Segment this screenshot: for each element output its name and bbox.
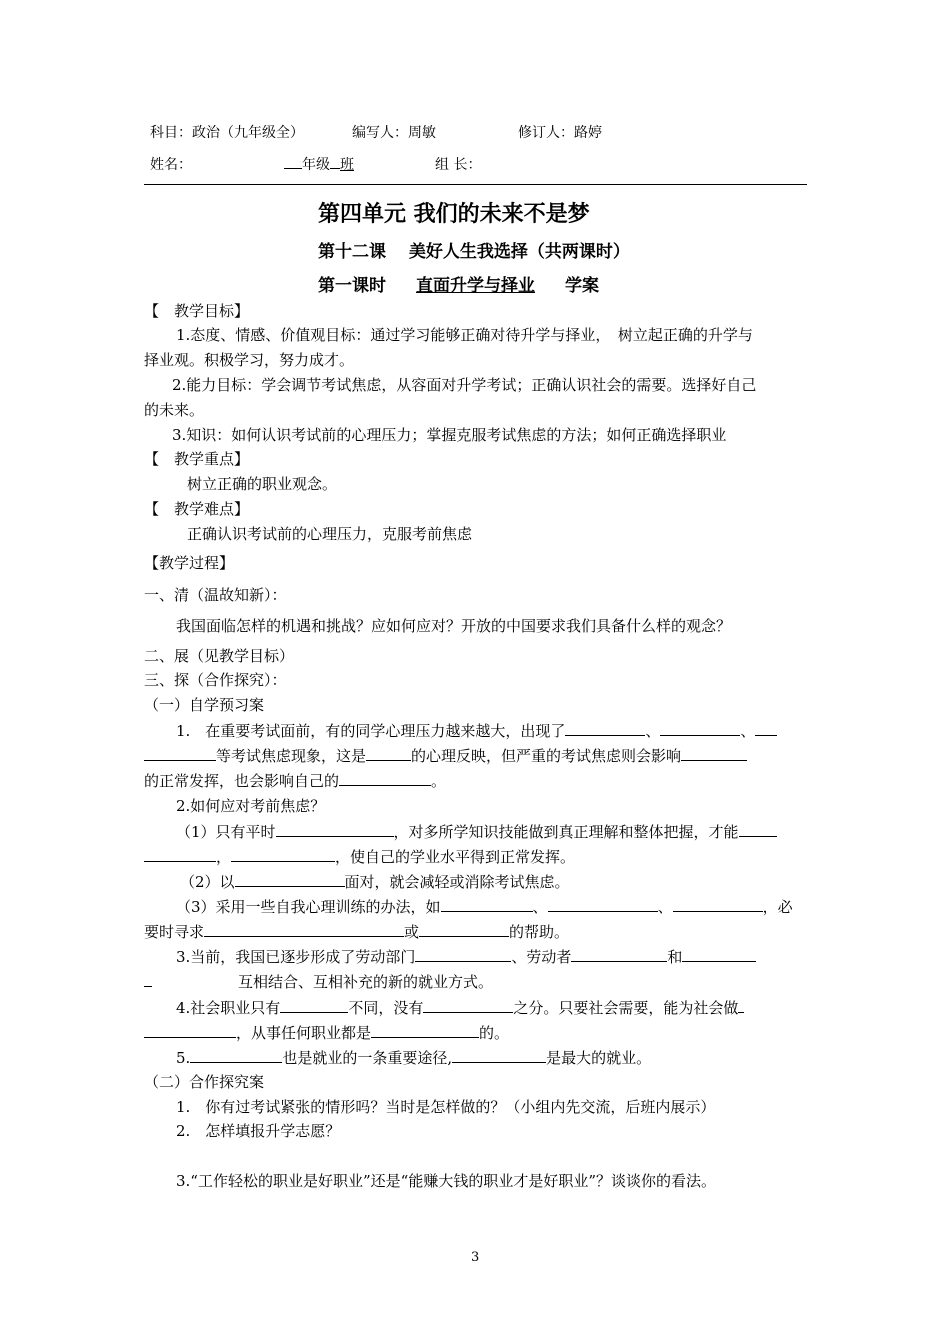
class-label: 班 bbox=[340, 157, 354, 173]
question-2-item-3-line-2 bbox=[144, 921, 569, 942]
q2-i2-text-a: （2）以 bbox=[180, 873, 235, 891]
cooperative-question-3: 3.“工作轻松的职业是好职业”还是“能赚大钱的职业才是好职业”？谈谈你的看法。 bbox=[176, 1172, 716, 1190]
q2-i3-text-a: （3）采用一些自我心理训练的办法，如 bbox=[176, 898, 441, 916]
q2-i3-blank-5[interactable] bbox=[419, 922, 509, 937]
q2-i1-blank-2b[interactable] bbox=[144, 847, 216, 862]
q1-text-a: 1. 在重要考试面前，有的同学心理压力越来越大，出现了 bbox=[176, 722, 566, 740]
q4-blank-1[interactable] bbox=[280, 998, 348, 1013]
objectives-heading: 【 教学目标】 bbox=[144, 302, 250, 320]
question-2-item-1-line-1 bbox=[176, 821, 777, 842]
objective-2-line-1: 2.能力目标：学会调节考试焦虑，从容面对升学考试；正确认识社会的需要。选择好自己 bbox=[172, 376, 757, 394]
subject-label: 科目：政治（九年级全） bbox=[150, 125, 304, 141]
q4-text-a: 4.社会职业只有 bbox=[176, 999, 281, 1017]
q4-text-e: 的。 bbox=[479, 1024, 510, 1042]
q2-i2-blank-1[interactable] bbox=[235, 872, 345, 887]
q1-blank-1[interactable] bbox=[565, 721, 645, 736]
q2-i3-blank-1[interactable] bbox=[441, 897, 533, 912]
q3-text-c: 和 bbox=[667, 948, 683, 966]
question-1-line-2 bbox=[144, 745, 747, 766]
grade-blank[interactable] bbox=[284, 154, 302, 169]
q1-blank-3b[interactable] bbox=[144, 746, 216, 761]
question-4-line-2 bbox=[144, 1022, 509, 1043]
group-leader-label: 组 长： bbox=[435, 157, 482, 173]
process-heading: 【教学过程】 bbox=[144, 554, 235, 572]
q2-i3-sep-2: 、 bbox=[657, 898, 673, 916]
q3-blank-1[interactable] bbox=[415, 947, 511, 962]
question-5 bbox=[176, 1047, 651, 1068]
key-points-heading: 【 教学重点】 bbox=[144, 450, 250, 468]
question-1-line-1 bbox=[176, 720, 777, 741]
lesson-title: 第十二课 美好人生我选择（共两课时） bbox=[318, 242, 630, 262]
cooperative-question-1: 1. 你有过考试紧张的情形吗？当时是怎样做的？（小组内先交流，后班内展示） bbox=[176, 1098, 716, 1116]
q3-text-b: 、劳动者 bbox=[511, 948, 572, 966]
difficulty-heading: 【 教学难点】 bbox=[144, 500, 250, 518]
key-points-text: 树立正确的职业观念。 bbox=[187, 475, 338, 493]
section-1-heading: 一、清（温故知新）： bbox=[144, 586, 287, 604]
q4-blank-2[interactable] bbox=[423, 998, 513, 1013]
q1-text-b: 等考试焦虑现象，这是 bbox=[216, 747, 367, 765]
reviser-label: 修订人：路婷 bbox=[518, 125, 602, 141]
period-title bbox=[318, 271, 599, 296]
q1-sep-2: 、 bbox=[740, 722, 756, 740]
question-1-line-3 bbox=[144, 770, 446, 791]
q5-text-a: 5. bbox=[176, 1049, 191, 1067]
objective-1-line-2: 择业观。积极学习，努力成才。 bbox=[144, 351, 355, 369]
question-2-heading: 2.如何应对考前焦虑？ bbox=[176, 797, 326, 815]
class-blank[interactable] bbox=[330, 154, 340, 169]
cooperative-heading: （二）合作探究案 bbox=[144, 1073, 265, 1091]
q1-blank-2[interactable] bbox=[660, 721, 740, 736]
q2-i1-text-b: ，对多所学知识技能做到真正理解和整体把握，才能 bbox=[393, 823, 739, 841]
question-2-item-3-line-1 bbox=[176, 896, 793, 917]
q4-blank-3a[interactable] bbox=[738, 998, 744, 1013]
q4-text-d: ，从事任何职业都是 bbox=[236, 1024, 372, 1042]
question-2-item-2 bbox=[180, 871, 570, 892]
self-study-heading: （一）自学预习案 bbox=[144, 696, 265, 714]
q1-blank-6[interactable] bbox=[339, 771, 431, 786]
section-1-question: 我国面临怎样的机遇和挑战？应如何应对？开放的中国要求我们具备什么样的观念？ bbox=[176, 617, 732, 635]
objective-2-line-2: 的未来。 bbox=[144, 401, 205, 419]
grade-class bbox=[284, 154, 354, 174]
writer-prefix: 编写人： bbox=[352, 125, 408, 141]
q3-blank-3b[interactable] bbox=[144, 972, 152, 987]
q2-i1-text-c: ， bbox=[216, 848, 232, 866]
q2-i3-text-e: 的帮助。 bbox=[509, 923, 570, 941]
q2-i3-text-d: 或 bbox=[404, 923, 420, 941]
q3-text-a: 3.当前，我国已逐步形成了劳动部门 bbox=[176, 948, 416, 966]
question-4-line-1 bbox=[176, 997, 744, 1018]
q2-i3-text-c: 要时寻求 bbox=[144, 923, 205, 941]
period-label: 第一课时 bbox=[318, 276, 386, 296]
q2-i1-blank-2a[interactable] bbox=[739, 822, 777, 837]
q4-blank-4[interactable] bbox=[371, 1023, 479, 1038]
q1-blank-3a[interactable] bbox=[755, 721, 777, 736]
q2-i3-sep-1: 、 bbox=[532, 898, 548, 916]
q2-i1-text-a: （1）只有平时 bbox=[176, 823, 276, 841]
q1-text-c: 的心理反映，但严重的考试焦虑则会影响 bbox=[411, 747, 682, 765]
q2-i3-blank-3[interactable] bbox=[673, 897, 763, 912]
period-suffix: 学案 bbox=[565, 276, 599, 296]
page-number: 3 bbox=[471, 1250, 480, 1265]
writer-label bbox=[352, 122, 436, 142]
q4-blank-3b[interactable] bbox=[144, 1023, 236, 1038]
q1-text-e: 。 bbox=[431, 772, 447, 790]
q2-i3-text-b: ，必 bbox=[762, 898, 793, 916]
q2-i2-text-b: 面对，就会减轻或消除考试焦虑。 bbox=[344, 873, 570, 891]
q5-text-b: 也是就业的一条重要途径, bbox=[282, 1049, 453, 1067]
question-3-line-2 bbox=[144, 971, 493, 992]
q1-text-d: 的正常发挥，也会影响自己的 bbox=[144, 772, 340, 790]
q2-i1-blank-3[interactable] bbox=[231, 847, 335, 862]
q4-text-c: 之分。只要社会需要，能为社会做 bbox=[513, 999, 739, 1017]
question-3-line-1 bbox=[176, 946, 756, 967]
header-divider bbox=[144, 184, 807, 185]
grade-label: 年级 bbox=[302, 157, 330, 173]
q2-i1-blank-1[interactable] bbox=[276, 822, 394, 837]
unit-title: 第四单元 我们的未来不是梦 bbox=[318, 202, 590, 227]
writer-name: 周敏 bbox=[408, 125, 436, 141]
cooperative-question-2: 2. 怎样填报升学志愿？ bbox=[176, 1122, 341, 1140]
q5-text-c: 是最大的就业。 bbox=[546, 1049, 652, 1067]
section-2-heading: 二、展（见教学目标） bbox=[144, 647, 295, 665]
q1-blank-5a[interactable] bbox=[681, 746, 747, 761]
question-2-item-1-line-2 bbox=[144, 846, 575, 867]
q2-i1-text-d: ，使自己的学业水平得到正常发挥。 bbox=[335, 848, 576, 866]
q2-i3-blank-2[interactable] bbox=[548, 897, 658, 912]
name-label: 姓名： bbox=[150, 157, 192, 173]
section-3-heading: 三、探（合作探究）： bbox=[144, 671, 287, 689]
q3-text-d: 互相结合、互相补充的新的就业方式。 bbox=[238, 973, 494, 991]
q1-sep-1: 、 bbox=[645, 722, 661, 740]
period-topic: 直面升学与择业 bbox=[416, 276, 535, 296]
q3-blank-2[interactable] bbox=[571, 947, 667, 962]
objective-3: 3.知识：如何认识考试前的心理压力；掌握克服考试焦虑的方法；如何正确选择职业 bbox=[172, 426, 727, 444]
difficulty-text: 正确认识考试前的心理压力，克服考前焦虑 bbox=[187, 525, 473, 543]
q5-blank-1[interactable] bbox=[190, 1048, 282, 1063]
q3-blank-3a[interactable] bbox=[682, 947, 756, 962]
q2-i3-blank-4[interactable] bbox=[204, 922, 404, 937]
q5-blank-2[interactable] bbox=[452, 1048, 546, 1063]
q4-text-b: 不同，没有 bbox=[348, 999, 424, 1017]
objective-1-line-1: 1.态度、情感、价值观目标：通过学习能够正确对待升学与择业， 树立起正确的升学与 bbox=[176, 326, 753, 344]
q1-blank-4[interactable] bbox=[366, 746, 411, 761]
